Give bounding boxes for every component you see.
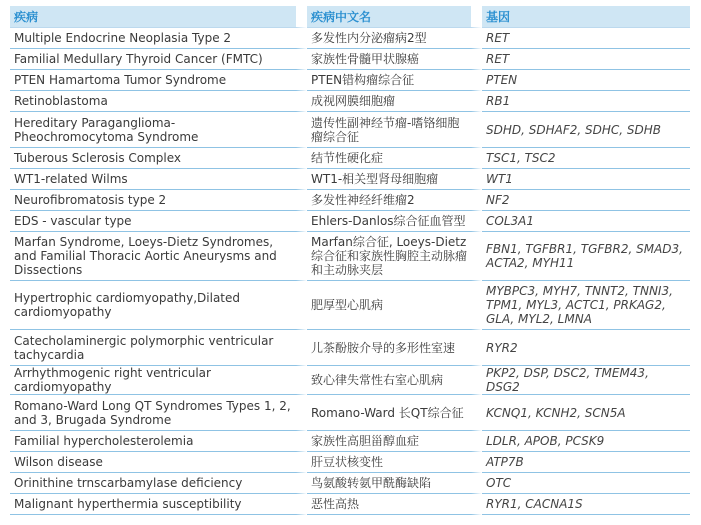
- table-row: [10, 211, 690, 232]
- table-row: [10, 190, 690, 211]
- table-row: [10, 395, 690, 431]
- header-gene: 基因: [482, 6, 690, 28]
- disease-chinese-name-cell: 致心律失常性右室心肌病: [307, 366, 482, 395]
- disease-chinese-name-cell: 遗传性副神经节瘤-嗜铬细胞瘤综合征: [307, 112, 482, 148]
- disease-chinese-name-cell: Marfan综合征, Loeys-Dietz综合征和家族性胸腔主动脉瘤和主动脉夹层: [307, 232, 482, 281]
- gene-list-cell: ATP7B: [482, 452, 690, 473]
- disease-chinese-name-cell: 肝豆状核变性: [307, 452, 482, 473]
- gene-disease-table: [10, 6, 690, 515]
- table-body: [10, 28, 690, 515]
- disease-name-cell: Wilson disease: [10, 452, 307, 473]
- gene-list-cell: PTEN: [482, 70, 690, 91]
- table-row: [10, 70, 690, 91]
- disease-chinese-name-cell: 恶性高热: [307, 494, 482, 515]
- disease-name-cell: Malignant hyperthermia susceptibility: [10, 494, 307, 515]
- disease-name-cell: Familial hypercholesterolemia: [10, 431, 307, 452]
- gene-list-cell: RYR1, CACNA1S: [482, 494, 690, 515]
- disease-name-cell: Multiple Endocrine Neoplasia Type 2: [10, 28, 307, 49]
- table-row: [10, 169, 690, 190]
- gene-list-cell: RET: [482, 28, 690, 49]
- header-disease-chinese: 疾病中文名: [307, 6, 482, 28]
- disease-chinese-name-cell: WT1-相关型肾母细胞瘤: [307, 169, 482, 190]
- disease-chinese-name-cell: Romano-Ward 长QT综合征: [307, 395, 482, 431]
- gene-list-cell: TSC1, TSC2: [482, 148, 690, 169]
- disease-chinese-name-cell: 结节性硬化症: [307, 148, 482, 169]
- table-row: [10, 28, 690, 49]
- gene-list-cell: OTC: [482, 473, 690, 494]
- gene-list-cell: MYBPC3, MYH7, TNNT2, TNNI3, TPM1, MYL3, ACTC1, PRKAG2, GLA, MYL2, LMNA: [482, 281, 690, 330]
- disease-chinese-name-cell: 多发性内分泌瘤病2型: [307, 28, 482, 49]
- disease-chinese-name-cell: PTEN错构瘤综合征: [307, 70, 482, 91]
- disease-name-cell: Retinoblastoma: [10, 91, 307, 112]
- disease-name-cell: Tuberous Sclerosis Complex: [10, 148, 307, 169]
- table-row: [10, 366, 690, 395]
- gene-list-cell: KCNQ1, KCNH2, SCN5A: [482, 395, 690, 431]
- disease-name-cell: Orinithine trnscarbamylase deficiency: [10, 473, 307, 494]
- table-row: [10, 473, 690, 494]
- table-row: [10, 452, 690, 473]
- disease-chinese-name-cell: 儿茶酚胺介导的多形性室速: [307, 330, 482, 366]
- table-row: [10, 330, 690, 366]
- disease-chinese-name-cell: 家族性高胆甾醇血症: [307, 431, 482, 452]
- header-disease: 疾病: [10, 6, 307, 28]
- gene-list-cell: LDLR, APOB, PCSK9: [482, 431, 690, 452]
- gene-list-cell: COL3A1: [482, 211, 690, 232]
- disease-name-cell: Neurofibromatosis type 2: [10, 190, 307, 211]
- disease-name-cell: Marfan Syndrome, Loeys-Dietz Syndromes, and Familial Thoracic Aortic Aneurysms and Dissections: [10, 232, 307, 281]
- disease-name-cell: WT1-related Wilms: [10, 169, 307, 190]
- gene-list-cell: RYR2: [482, 330, 690, 366]
- disease-chinese-name-cell: 家族性骨髓甲状腺癌: [307, 49, 482, 70]
- disease-name-cell: Hypertrophic cardiomyopathy,Dilated cardiomyopathy: [10, 281, 307, 330]
- disease-chinese-name-cell: 多发性神经纤维瘤2: [307, 190, 482, 211]
- table-row: [10, 112, 690, 148]
- table-row: [10, 281, 690, 330]
- table-header-row: [10, 6, 690, 28]
- gene-list-cell: WT1: [482, 169, 690, 190]
- table-row: [10, 431, 690, 452]
- disease-name-cell: Hereditary Paraganglioma- Pheochromocytoma Syndrome: [10, 112, 307, 148]
- table-row: [10, 49, 690, 70]
- gene-list-cell: RET: [482, 49, 690, 70]
- disease-chinese-name-cell: 肥厚型心肌病: [307, 281, 482, 330]
- disease-chinese-name-cell: Ehlers-Danlos综合征血管型: [307, 211, 482, 232]
- gene-list-cell: NF2: [482, 190, 690, 211]
- disease-name-cell: Romano-Ward Long QT Syndromes Types 1, 2, and 3, Brugada Syndrome: [10, 395, 307, 431]
- disease-name-cell: EDS - vascular type: [10, 211, 307, 232]
- gene-list-cell: SDHD, SDHAF2, SDHC, SDHB: [482, 112, 690, 148]
- table-row: [10, 148, 690, 169]
- table-row: [10, 494, 690, 515]
- disease-chinese-name-cell: 鸟氨酸转氨甲酰酶缺陷: [307, 473, 482, 494]
- disease-name-cell: Familial Medullary Thyroid Cancer (FMTC): [10, 49, 307, 70]
- disease-name-cell: Catecholaminergic polymorphic ventricular tachycardia: [10, 330, 307, 366]
- disease-chinese-name-cell: 成视网膜细胞瘤: [307, 91, 482, 112]
- gene-list-cell: PKP2, DSP, DSC2, TMEM43, DSG2: [482, 366, 690, 395]
- disease-name-cell: Arrhythmogenic right ventricular cardiomyopathy: [10, 366, 307, 395]
- gene-list-cell: RB1: [482, 91, 690, 112]
- table-row: [10, 232, 690, 281]
- disease-name-cell: PTEN Hamartoma Tumor Syndrome: [10, 70, 307, 91]
- table-row: [10, 91, 690, 112]
- gene-list-cell: FBN1, TGFBR1, TGFBR2, SMAD3, ACTA2, MYH11: [482, 232, 690, 281]
